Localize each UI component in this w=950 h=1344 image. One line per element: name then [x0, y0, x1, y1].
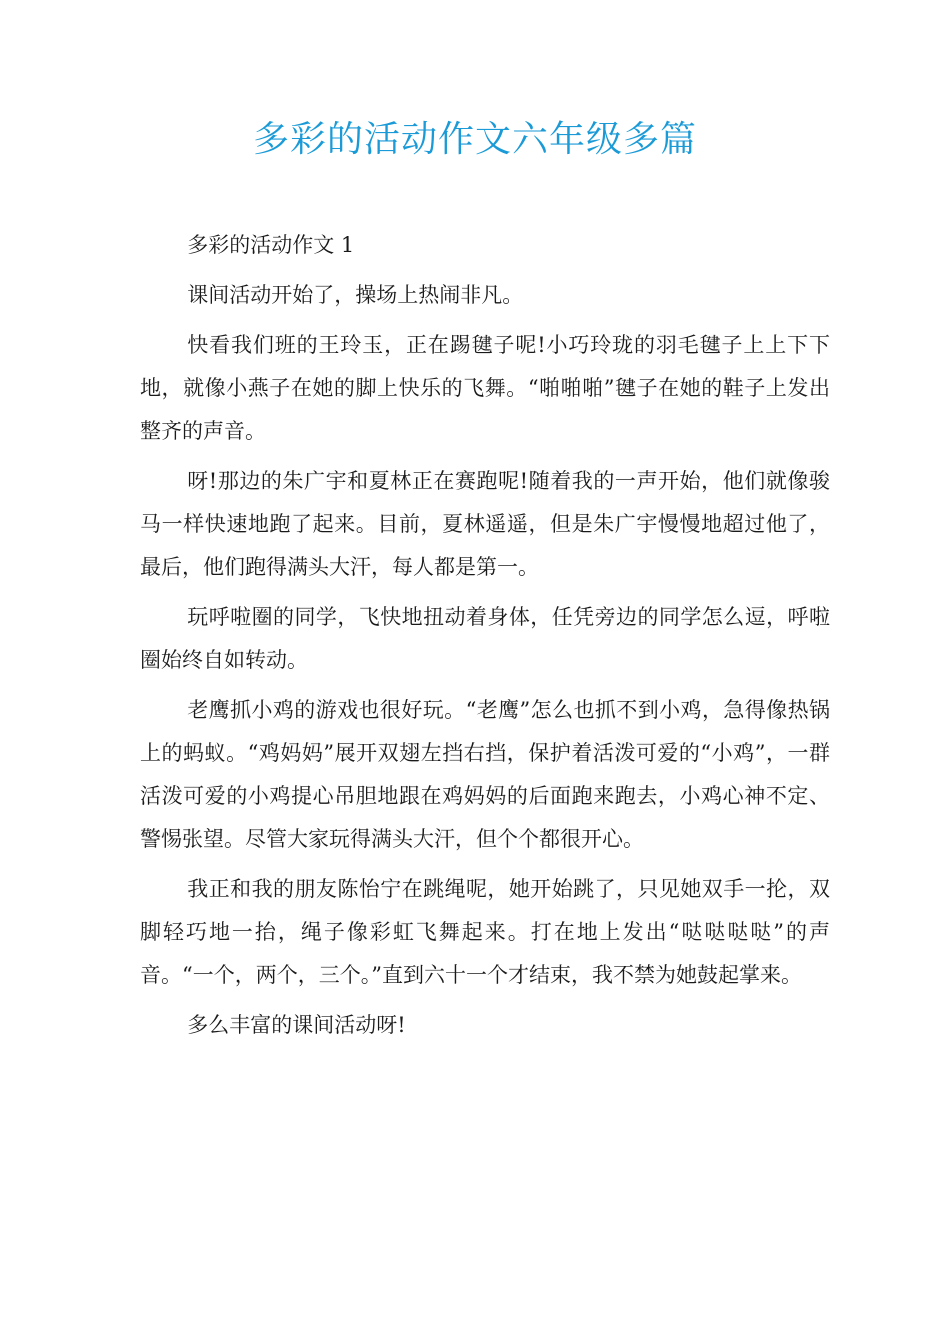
paragraph-5: 老鹰抓小鸡的游戏也很好玩。“老鹰”怎么也抓不到小鸡，急得像热锅上的蚂蚁。“鸡妈妈”展开双翅左挡右挡，保护着活泼可爱的“小鸡”，一群活泼可爱的小鸡提心吊胆地跟在鸡妈妈的后面跑来跑去，小鸡心神不定、警惕张望。尽管大家玩得满头大汗，但个个都很开心。 [140, 698, 830, 851]
paragraph-6: 我正和我的朋友陈怡宁在跳绳呢，她开始跳了，只见她双手一抡，双脚轻巧地一抬，绳子像彩虹飞舞起来。打在地上发出“哒哒哒哒”的声音。“一个，两个，三个。”直到六十一个才结束，我不禁为她鼓起掌来。 [140, 877, 830, 987]
section-heading: 多彩的活动作文 1 [187, 233, 355, 257]
paragraph-2: 快看我们班的王玲玉，正在踢毽子呢!小巧玲珑的羽毛毽子上上下下地，就像小燕子在她的脚上快乐的飞舞。“啪啪啪”毽子在她的鞋子上发出整齐的声音。 [140, 333, 830, 443]
paragraph-1: 课间活动开始了，操场上热闹非凡。 [187, 283, 524, 307]
document-body [140, 224, 830, 1054]
paragraph-3: 呀!那边的朱广宇和夏林正在赛跑呢!随着我的一声开始，他们就像骏马一样快速地跑了起来。目前，夏林遥遥，但是朱广宇慢慢地超过他了，最后，他们跑得满头大汗，每人都是第一。 [140, 469, 830, 579]
document-title: 多彩的活动作文六年级多篇 [252, 119, 697, 160]
paragraph-4: 玩呼啦圈的同学，飞快地扭动着身体，任凭旁边的同学怎么逗，呼啦圈始终自如转动。 [140, 605, 830, 672]
paragraph-7: 多么丰富的课间活动呀! [187, 1013, 406, 1037]
